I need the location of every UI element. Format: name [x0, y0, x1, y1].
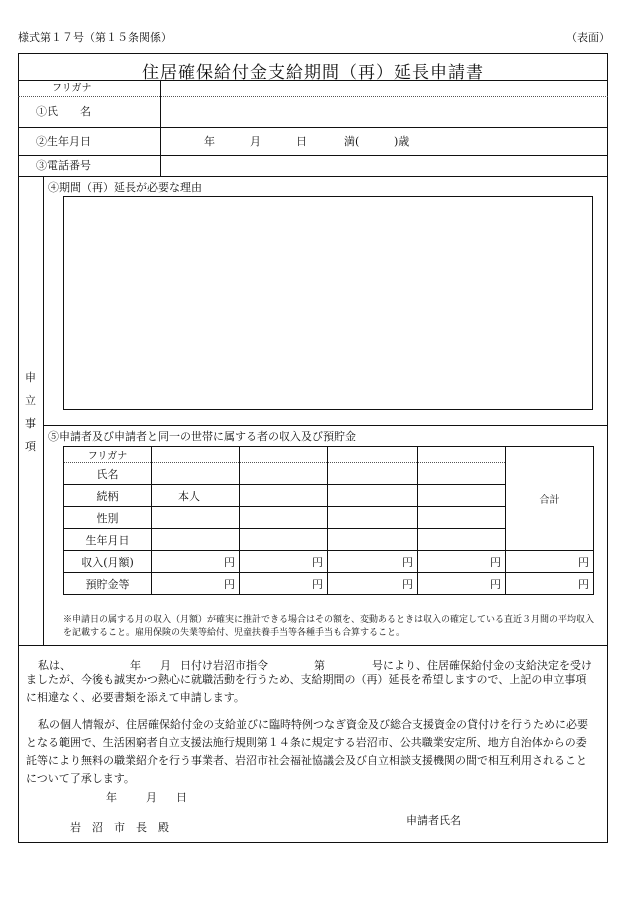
- decl-year: 年: [130, 659, 141, 672]
- furigana-divider: [18, 96, 608, 97]
- furigana-label: フリガナ: [52, 83, 92, 94]
- decl-no: 第: [314, 659, 325, 672]
- phone-label: ③電話番号: [36, 159, 91, 172]
- declaration-divider: [18, 645, 608, 646]
- table-row: [64, 551, 594, 573]
- relation-self: 本人: [152, 485, 240, 507]
- name-cell[interactable]: [418, 463, 506, 485]
- side-indicator: （表面）: [566, 31, 610, 44]
- income-cell[interactable]: 円: [328, 551, 418, 573]
- savings-cell[interactable]: 円: [152, 573, 240, 595]
- decl-paragraph-1: ましたが、今後も誠実かつ熱心に就職活動を行うため、支給期間の（再）延長を希望しますので、上記の申立事項に相違なく、必要書類を添えて申請します。: [26, 673, 587, 704]
- birthdate-field[interactable]: [162, 128, 606, 154]
- furigana-cell[interactable]: [418, 447, 506, 463]
- row-label-income: 収入(月額): [64, 551, 152, 573]
- phone-divider: [18, 176, 608, 177]
- relation-cell[interactable]: [418, 485, 506, 507]
- income-total-cell[interactable]: 円: [506, 551, 594, 573]
- reason-divider: [43, 425, 608, 426]
- reason-textarea[interactable]: [63, 196, 593, 410]
- income-cell[interactable]: 円: [240, 551, 328, 573]
- birthdate-cell[interactable]: [418, 529, 506, 551]
- furigana-field[interactable]: [162, 81, 606, 95]
- total-label: 合計: [506, 447, 594, 551]
- gender-cell[interactable]: [418, 507, 506, 529]
- row-label-name: 氏名: [64, 463, 152, 485]
- addressee: 岩 沼 市 長 殿: [70, 821, 169, 834]
- name-cell[interactable]: [152, 463, 240, 485]
- gender-cell[interactable]: [328, 507, 418, 529]
- gender-cell[interactable]: [152, 507, 240, 529]
- age-suffix: )歳: [394, 135, 410, 148]
- date-month: 月: [146, 791, 157, 804]
- relation-cell[interactable]: [328, 485, 418, 507]
- age-prefix: 満(: [344, 135, 360, 148]
- date-year: 年: [106, 791, 117, 804]
- date-day: 日: [176, 791, 187, 804]
- birth-day-unit: 日: [296, 135, 307, 148]
- birthdate-cell[interactable]: [328, 529, 418, 551]
- furigana-cell[interactable]: [152, 447, 240, 463]
- gender-cell[interactable]: [240, 507, 328, 529]
- applicant-name-label: 申請者氏名: [406, 814, 461, 827]
- savings-cell[interactable]: 円: [328, 573, 418, 595]
- income-section-label: ⑤申請者及び申請者と同一の世帯に属する者の収入及び預貯金: [48, 430, 356, 443]
- row-label-birthdate: 生年月日: [64, 529, 152, 551]
- name-cell[interactable]: [328, 463, 418, 485]
- row-label-gender: 性別: [64, 507, 152, 529]
- decl-prefix: 私は、: [38, 659, 71, 672]
- items-label-2: 立: [25, 394, 36, 407]
- birthdate-cell[interactable]: [240, 529, 328, 551]
- table-row: [64, 447, 594, 463]
- reason-label: ④期間（再）延長が必要な理由: [48, 181, 202, 194]
- name-field[interactable]: [162, 98, 606, 126]
- decl-paragraph-2: 私の個人情報が、住居確保給付金の支給並びに臨時特例つなぎ資金及び総合支援資金の貸付けを行うために必要となる範囲で、生活困窮者自立支援法施行規則第１４条に規定する岩沼市、公共職業安定所、地方自治体からの委託等により無料の職業紹介を行う事業者、岩沼市社会福祉協議会及び自立相談支援機関の間で相互利用されることについて了承します。: [26, 718, 588, 785]
- decl-line1-rest: 号により、住居確保給付金の支給決定を受け: [372, 659, 592, 672]
- birth-month-unit: 月: [250, 135, 261, 148]
- birthdate-label: ②生年月日: [36, 135, 91, 148]
- form-title: 住居確保給付金支給期間（再）延長申請書: [142, 63, 484, 83]
- items-column-divider: [43, 176, 44, 645]
- birth-year-unit: 年: [204, 135, 215, 148]
- savings-total-cell[interactable]: 円: [506, 573, 594, 595]
- income-cell[interactable]: 円: [152, 551, 240, 573]
- applicant-column-divider: [160, 80, 161, 176]
- income-cell[interactable]: 円: [418, 551, 506, 573]
- name-label: ①氏 名: [36, 105, 91, 118]
- decl-month: 月: [160, 659, 171, 672]
- income-note: ※申請日の属する月の収入（月額）が確実に推計できる場合はその額を、変動あるときは収入の確定している直近３月間の平均収入を記載すること。雇用保険の失業等給付、児童扶養手当等各種手当も合算すること。: [63, 615, 595, 638]
- items-label-1: 申: [25, 371, 36, 384]
- row-label-savings: 預貯金等: [64, 573, 152, 595]
- savings-cell[interactable]: 円: [240, 573, 328, 595]
- row-label-relation: 続柄: [64, 485, 152, 507]
- row-label-furigana: フリガナ: [64, 447, 152, 463]
- furigana-cell[interactable]: [240, 447, 328, 463]
- applicant-signature-field[interactable]: [470, 808, 600, 830]
- decl-day-text: 日付け岩沼市指令: [180, 659, 268, 672]
- form-number: 様式第１７号（第１５条関係）: [18, 31, 172, 44]
- items-label-4: 項: [25, 440, 36, 453]
- savings-cell[interactable]: 円: [418, 573, 506, 595]
- table-row: [64, 573, 594, 595]
- furigana-cell[interactable]: [328, 447, 418, 463]
- name-cell[interactable]: [240, 463, 328, 485]
- birthdate-cell[interactable]: [152, 529, 240, 551]
- income-table: [63, 446, 594, 595]
- items-label-3: 事: [25, 417, 36, 430]
- relation-cell[interactable]: [240, 485, 328, 507]
- phone-field[interactable]: [162, 156, 606, 175]
